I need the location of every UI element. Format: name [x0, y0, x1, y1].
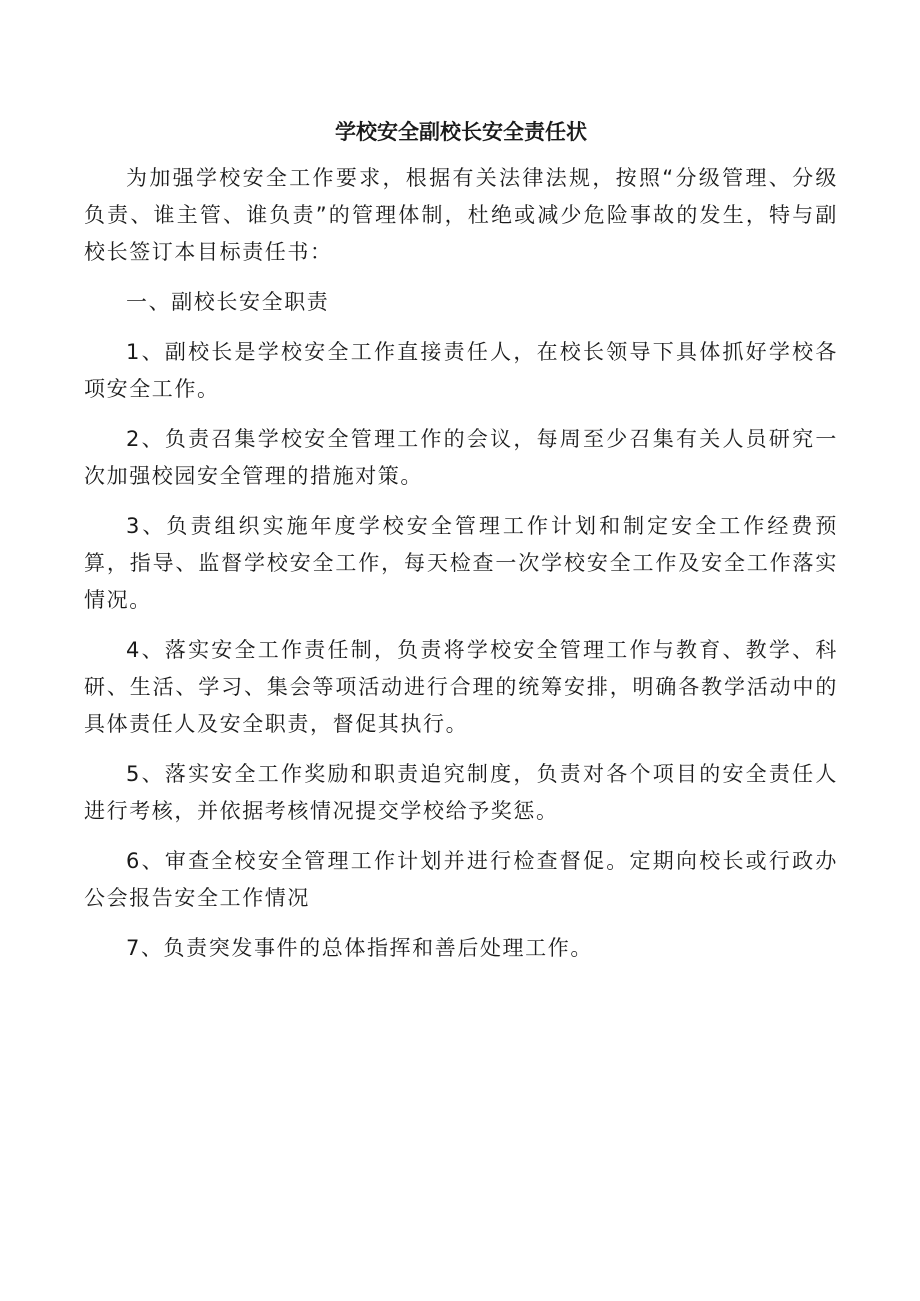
- duty-item-7: 7、负责突发事件的总体指挥和善后处理工作。: [126, 936, 593, 960]
- duty-item-2: 2、负责召集学校安全管理工作的会议，每周至少召集有关人员研究一次加强校园安全管理的措施对策。: [84, 427, 838, 488]
- duty-item-1: 1、副校长是学校安全工作直接责任人，在校长领导下具体抓好学校各项安全工作。: [84, 340, 838, 401]
- duty-item-6: 6、审查全校安全管理工作计划并进行检查督促。定期向校长或行政办公会报告安全工作情况: [84, 849, 838, 910]
- duty-item-3: 3、负责组织实施年度学校安全管理工作计划和制定安全工作经费预算，指导、监督学校安全工作，每天检查一次学校安全工作及安全工作落实情况。: [84, 514, 838, 612]
- document-title: 学校安全副校长安全责任状: [335, 120, 587, 144]
- intro-paragraph: 为加强学校安全工作要求，根据有关法律法规，按照“分级管理、分级负责、谁主管、谁负责”的管理体制，杜绝或减少危险事故的发生，特与副校长签订本目标责任书：: [84, 166, 838, 264]
- section-heading: 一、副校长安全职责: [126, 290, 330, 314]
- duty-item-4: 4、落实安全工作责任制，负责将学校安全管理工作与教育、教学、科研、生活、学习、集会等项活动进行合理的统筹安排，明确各教学活动中的具体责任人及安全职责，督促其执行。: [84, 638, 838, 736]
- duty-item-5: 5、落实安全工作奖励和职责追究制度，负责对各个项目的安全责任人进行考核，并依据考核情况提交学校给予奖惩。: [84, 762, 838, 823]
